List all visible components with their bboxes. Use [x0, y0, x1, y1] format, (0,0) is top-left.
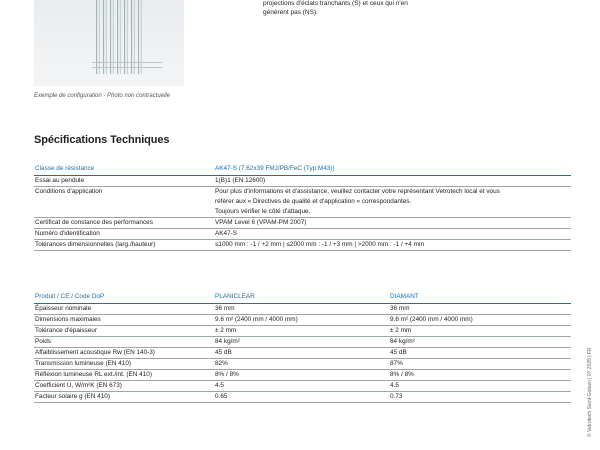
row-label: Tolérance d'épaisseur [34, 325, 214, 336]
cell-diamant: 9.6 m² (2400 mm / 4000 mm) [389, 314, 571, 325]
table-row [34, 314, 571, 325]
row-label: Épaisseur nominale [34, 303, 214, 314]
row-label: Tolérances dimensionnelles (larg./hauteur) [34, 239, 214, 250]
cell-planiclear: 8% / 8% [214, 369, 389, 380]
cell-planiclear: 36 mm [214, 303, 389, 314]
table-row [34, 336, 571, 347]
table-row [34, 325, 571, 336]
cell-diamant: 87% [389, 358, 571, 369]
table-row [34, 217, 571, 228]
table-row [34, 175, 571, 186]
value-line: Pour plus d'informations et d'assistance, veuillez contacter votre représentant Vetrotech local et vous [215, 187, 500, 195]
cell-planiclear: ± 2 mm [214, 325, 389, 336]
photo-caption: Exemple de configuration - Photo non contractuelle [34, 93, 171, 99]
row-value: VPAM Level 6 (VPAM-PM 2007) [214, 217, 571, 228]
product-photo [34, 0, 184, 86]
header-col-diamant: DIAMANT [389, 292, 571, 303]
table-header-row [34, 292, 571, 303]
header-label: Classe de résistance [34, 164, 214, 175]
row-value: AK47-S [214, 228, 571, 239]
row-label: Certificat de constance des performances [34, 217, 214, 228]
value-line: référer aux « Directives de qualité et d'application » correspondantes. [215, 197, 412, 205]
product-table [34, 292, 571, 403]
cell-planiclear: 4.5 [214, 380, 389, 391]
row-value [214, 186, 571, 217]
row-label: Poids [34, 336, 214, 347]
row-label: Conditions d'application [34, 186, 214, 217]
table-row [34, 358, 571, 369]
section-title: Spécifications Techniques [34, 134, 170, 146]
intro-line: projections d'éclats tranchants (S) et ceux qui n'en [263, 0, 408, 7]
cell-diamant: 36 mm [389, 303, 571, 314]
table-row [34, 369, 571, 380]
cell-planiclear: 9.6 m² (2400 mm / 4000 mm) [214, 314, 389, 325]
cell-diamant: 8% / 8% [389, 369, 571, 380]
intro-line: génèrent pas (NS). [263, 9, 318, 16]
cell-planiclear: 0.65 [214, 391, 389, 402]
table-row [34, 347, 571, 358]
row-label: Transmission lumineuse (EN 410) [34, 358, 214, 369]
row-label: Numéro d'identification [34, 228, 214, 239]
cell-diamant: 45 dB [389, 347, 571, 358]
header-col-planiclear: PLANICLEAR [214, 292, 389, 303]
row-label: Facteur solaire g (EN 410) [34, 391, 214, 402]
row-value: 1(B)1 (EN 12600) [214, 175, 571, 186]
row-label: Essai au pendule [34, 175, 214, 186]
table-header-row [34, 164, 571, 175]
row-label: Coefficient U, W/m²K (EN 673) [34, 380, 214, 391]
cell-planiclear: 84 kg/m² [214, 336, 389, 347]
row-value: ≤1000 mm : -1 / +2 mm | ≤2000 mm : -1 / +3 mm | >2000 mm : -1 / +4 mm [214, 239, 571, 250]
cell-diamant: 4.5 [389, 380, 571, 391]
table-row [34, 380, 571, 391]
cell-diamant: 84 kg/m² [389, 336, 571, 347]
glass-edge [92, 62, 162, 68]
intro-text [263, 0, 443, 17]
table-row [34, 239, 571, 250]
table-row [34, 391, 571, 402]
table-row [34, 303, 571, 314]
copyright-note: © Vetrotech Saint-Gobain | 07.2025 | FR [587, 347, 593, 437]
header-label: Produit / CE / Code DoP [34, 292, 214, 303]
row-label: Réflexion lumineuse RL ext./int. (EN 410) [34, 369, 214, 380]
cell-diamant: ± 2 mm [389, 325, 571, 336]
value-line: Toujours vérifier le côté d'attaque. [215, 207, 311, 215]
header-value: AK47-S (7.62x39 FMJ/PB/FeC (Typ:M43)) [214, 164, 571, 175]
row-label: Dimensions maximales [34, 314, 214, 325]
resistance-table [34, 164, 571, 251]
row-label: Affaiblissement acoustique Rw (EN 140-3) [34, 347, 214, 358]
cell-planiclear: 45 dB [214, 347, 389, 358]
cell-planiclear: 82% [214, 358, 389, 369]
cell-diamant: 0.73 [389, 391, 571, 402]
table-row [34, 186, 571, 217]
table-row [34, 228, 571, 239]
